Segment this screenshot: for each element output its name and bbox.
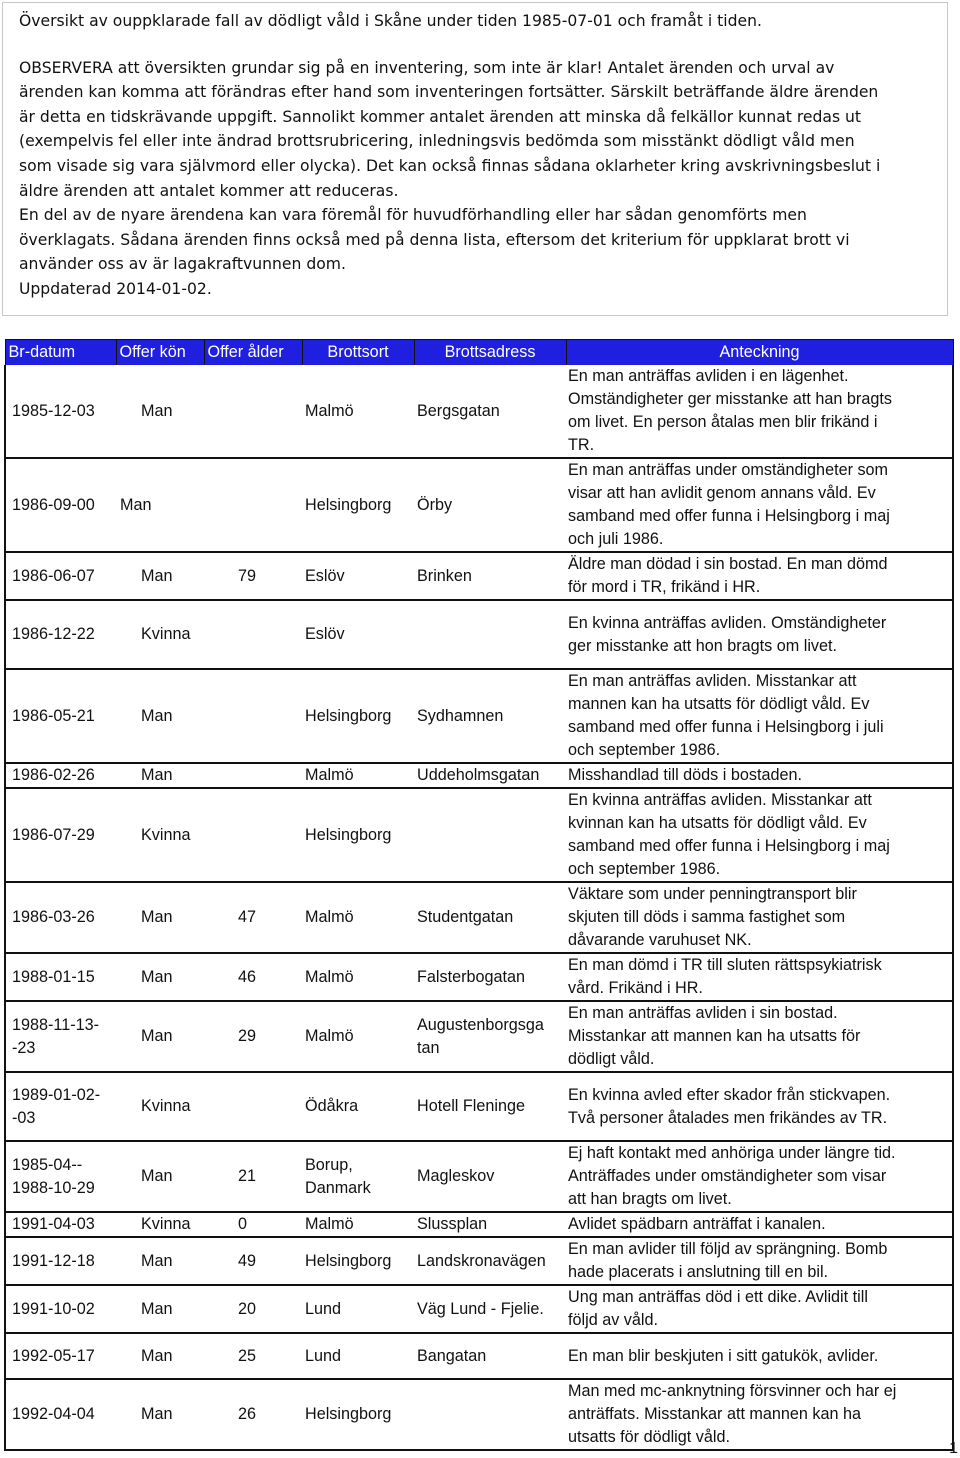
table-row xyxy=(5,1237,953,1285)
crime-place: Helsingborg xyxy=(305,1251,392,1270)
crime-address xyxy=(414,1379,566,1450)
case-note: En man anträffas under omständigheter som visar att han avlidit genom annans våld. Ev samband med offer funna i Helsingborg i maj och juli 1986. xyxy=(568,461,890,548)
header-offer-kon: Offer kön xyxy=(116,340,204,366)
victim-age xyxy=(204,458,302,552)
victim-age: 79 xyxy=(238,566,257,585)
case-date: 1992-04-04 xyxy=(12,1405,95,1423)
header-brottsadress: Brottsadress xyxy=(414,340,566,366)
crime-place: Helsingborg xyxy=(305,706,392,725)
victim-sex: Kvinna xyxy=(141,825,191,844)
victim-age: 47 xyxy=(238,908,257,926)
victim-age xyxy=(204,669,302,763)
crime-place: Helsingborg xyxy=(305,1405,392,1423)
case-date: 1986-06-07 xyxy=(12,566,95,585)
crime-address: Magleskov xyxy=(417,1167,495,1185)
case-note: En kvinna anträffas avliden. Misstankar att kvinnan kan ha utsatts för dödligt våld. Ev samband med offer funna i Helsingborg i maj och september 1986. xyxy=(568,791,890,878)
table-row xyxy=(5,953,953,1001)
case-note: En man anträffas avliden. Misstankar att mannen kan ha utsatts för dödligt våld. Ev samband med offer funna i Helsingborg i juli och september 1986. xyxy=(568,672,884,759)
victim-age xyxy=(204,1072,302,1141)
victim-age: 46 xyxy=(238,967,257,986)
table-row xyxy=(5,1333,953,1379)
victim-sex: Man xyxy=(141,1346,173,1365)
victim-age: 21 xyxy=(238,1167,257,1185)
header-offer-alder: Offer ålder xyxy=(204,340,302,366)
case-note: Man med mc-anknytning försvinner och har ej anträffats. Misstankar att mannen kan ha utsatts för dödligt våld. xyxy=(568,1382,897,1446)
victim-age: 25 xyxy=(238,1346,257,1365)
table-header-row xyxy=(5,340,953,366)
crime-place: Malmö xyxy=(305,1027,354,1045)
table-row xyxy=(5,669,953,763)
crime-place: Helsingborg xyxy=(305,825,392,844)
table-row xyxy=(5,552,953,600)
case-note: Avlidet spädbarn anträffat i kanalen. xyxy=(568,1215,826,1233)
case-date: 1988-11-13- -23 xyxy=(12,1015,99,1057)
crime-address: Sydhamnen xyxy=(417,706,504,725)
crime-address: Landskronavägen xyxy=(417,1251,546,1270)
table-row xyxy=(5,1001,953,1072)
crime-place: Malmö xyxy=(305,1215,354,1233)
crime-address xyxy=(414,600,566,669)
document-title: Översikt av ouppklarade fall av dödligt våld i Skåne under tiden 1985-07-01 och framåt i tiden. xyxy=(19,12,762,30)
crime-address xyxy=(414,788,566,882)
cases-table xyxy=(4,339,954,1451)
case-date: 1986-07-29 xyxy=(12,825,95,844)
victim-sex: Man xyxy=(141,1167,173,1185)
crime-place: Malmö xyxy=(305,908,354,926)
case-date: 1986-09-00 xyxy=(12,495,95,514)
victim-sex: Man xyxy=(141,967,173,986)
case-date: 1985-04-- 1988-10-29 xyxy=(12,1155,95,1197)
crime-place: Malmö xyxy=(305,401,354,420)
victim-age xyxy=(204,600,302,669)
table-row xyxy=(5,882,953,953)
case-note: En man anträffas avliden i sin bostad. Misstankar att mannen kan ha utsatts för dödligt våld. xyxy=(568,1004,861,1068)
victim-sex: Man xyxy=(141,1299,173,1318)
table-row xyxy=(5,788,953,882)
crime-place: Lund xyxy=(305,1299,342,1318)
crime-place: Borup, Danmark xyxy=(305,1155,371,1197)
crime-address: Slussplan xyxy=(417,1215,488,1233)
crime-address: Augustenborgsga tan xyxy=(417,1015,544,1057)
table-row xyxy=(5,1379,953,1450)
case-date: 1991-04-03 xyxy=(12,1215,95,1233)
table-row xyxy=(5,458,953,552)
intro-text: OBSERVERA att översikten grundar sig på en inventering, som inte är klar! Antalet ärenden och urval av ärenden kan komma att förändras efter hand som inventeringen fortsätter. Särskilt beträffande äldre ärenden är detta en tidskrävande uppgift. Sannolikt kommer antalet ärenden att minska då felkällor kunnat redas ut (exempelvis fel eller inte ändrad brottsrubricering, inledningsvis bedömda som misstänkt dödligt våld men som visade sig vara självmord eller olycka). Det kan också finnas sådana oklarheter kring avskrivningsbeslut i äldre ärenden att antalet kommer att reduceras. En del av de nyare ärendena kan vara föremål för huvudförhandling eller har sådan genomförts men överklagats. Sådana ärenden finns också med på denna lista, eftersom det kriterium för uppklarat brott vi använder oss av är lagakraftvunnen dom. Uppdaterad 2014-01-02. xyxy=(19,58,881,298)
case-date: 1986-03-26 xyxy=(12,908,95,926)
case-date: 1992-05-17 xyxy=(12,1346,95,1365)
crime-place: Malmö xyxy=(305,967,354,986)
table-row xyxy=(5,600,953,669)
crime-address: Örby xyxy=(417,495,453,514)
crime-address: Bergsgatan xyxy=(417,401,500,420)
page-number: 1 xyxy=(949,1440,958,1457)
case-note: Misshandlad till döds i bostaden. xyxy=(568,766,802,784)
victim-age xyxy=(204,763,302,788)
table-row xyxy=(5,1285,953,1333)
crime-place: Eslöv xyxy=(305,566,345,585)
case-note: Äldre man dödad i sin bostad. En man dömd för mord i TR, frikänd i HR. xyxy=(568,555,888,596)
crime-place: Malmö xyxy=(305,766,354,784)
crime-place: Eslöv xyxy=(305,625,345,643)
case-date: 1986-05-21 xyxy=(12,706,95,725)
victim-age: 26 xyxy=(238,1405,257,1423)
victim-sex: Kvinna xyxy=(141,1215,191,1233)
case-note: En man dömd i TR till sluten rättspsykiatrisk vård. Frikänd i HR. xyxy=(568,956,882,997)
case-note: Väktare som under penningtransport blir skjuten till döds i samma fastighet som dåvarande varuhuset NK. xyxy=(568,885,857,949)
intro-box xyxy=(2,2,948,316)
case-date: 1989-01-02- -03 xyxy=(12,1085,101,1127)
case-note: Ej haft kontakt med anhöriga under längre tid. Anträffades under omständigheter som visar att han bragts om livet. xyxy=(568,1144,896,1208)
crime-place: Ödåkra xyxy=(305,1097,359,1115)
case-date: 1991-12-18 xyxy=(12,1251,95,1270)
crime-address: Studentgatan xyxy=(417,908,514,926)
case-note: En man blir beskjuten i sitt gatukök, avlider. xyxy=(568,1346,879,1365)
crime-address: Hotell Fleninge xyxy=(417,1097,525,1115)
victim-sex: Man xyxy=(141,566,173,585)
victim-age xyxy=(204,788,302,882)
case-note: En kvinna anträffas avliden. Omständigheter ger misstanke att hon bragts om livet. xyxy=(568,613,887,655)
crime-address: Brinken xyxy=(417,566,472,585)
crime-address: Väg Lund - Fjelie. xyxy=(417,1299,544,1318)
victim-sex: Man xyxy=(141,401,173,420)
table-row xyxy=(5,763,953,788)
case-date: 1991-10-02 xyxy=(12,1299,95,1318)
victim-age: 20 xyxy=(238,1299,257,1318)
victim-sex: Kvinna xyxy=(141,625,191,643)
table-row xyxy=(5,1072,953,1141)
victim-age xyxy=(204,365,302,458)
header-br-datum: Br-datum xyxy=(5,340,116,366)
case-note: Ung man anträffas död i ett dike. Avlidit till följd av våld. xyxy=(568,1288,868,1329)
victim-sex: Man xyxy=(141,766,173,784)
crime-address: Uddeholmsgatan xyxy=(417,766,540,784)
victim-sex: Man xyxy=(141,1251,173,1270)
case-note: En kvinna avled efter skador från stickvapen. Två personer åtalades men frikändes av TR. xyxy=(568,1085,891,1127)
case-note: En man avlider till följd av sprängning. Bomb hade placerats i anslutning till en bil. xyxy=(568,1240,888,1281)
table-row xyxy=(5,1212,953,1237)
case-date: 1988-01-15 xyxy=(12,967,95,986)
crime-address: Bangatan xyxy=(417,1346,487,1365)
victim-age: 29 xyxy=(238,1027,257,1045)
table-row xyxy=(5,1141,953,1212)
case-date: 1985-12-03 xyxy=(12,401,95,420)
case-date: 1986-02-26 xyxy=(12,766,95,784)
victim-sex: Man xyxy=(141,1405,173,1423)
victim-sex: Man xyxy=(141,706,173,725)
victim-sex: Man xyxy=(141,908,173,926)
victim-sex: Kvinna xyxy=(141,1097,191,1115)
victim-age: 0 xyxy=(238,1215,248,1233)
crime-address: Falsterbogatan xyxy=(417,967,525,986)
victim-age: 49 xyxy=(238,1251,257,1270)
victim-sex: Man xyxy=(120,495,152,514)
case-date: 1986-12-22 xyxy=(12,625,95,643)
victim-sex: Man xyxy=(141,1027,173,1045)
crime-place: Lund xyxy=(305,1346,342,1365)
header-brottsort: Brottsort xyxy=(302,340,414,366)
crime-place: Helsingborg xyxy=(305,495,392,514)
case-note: En man anträffas avliden i en lägenhet. Omständigheter ger misstanke att han bragts om livet. En person åtalas men blir frikänd i TR. xyxy=(568,367,892,454)
header-anteckning: Anteckning xyxy=(566,340,953,366)
table-row xyxy=(5,365,953,458)
